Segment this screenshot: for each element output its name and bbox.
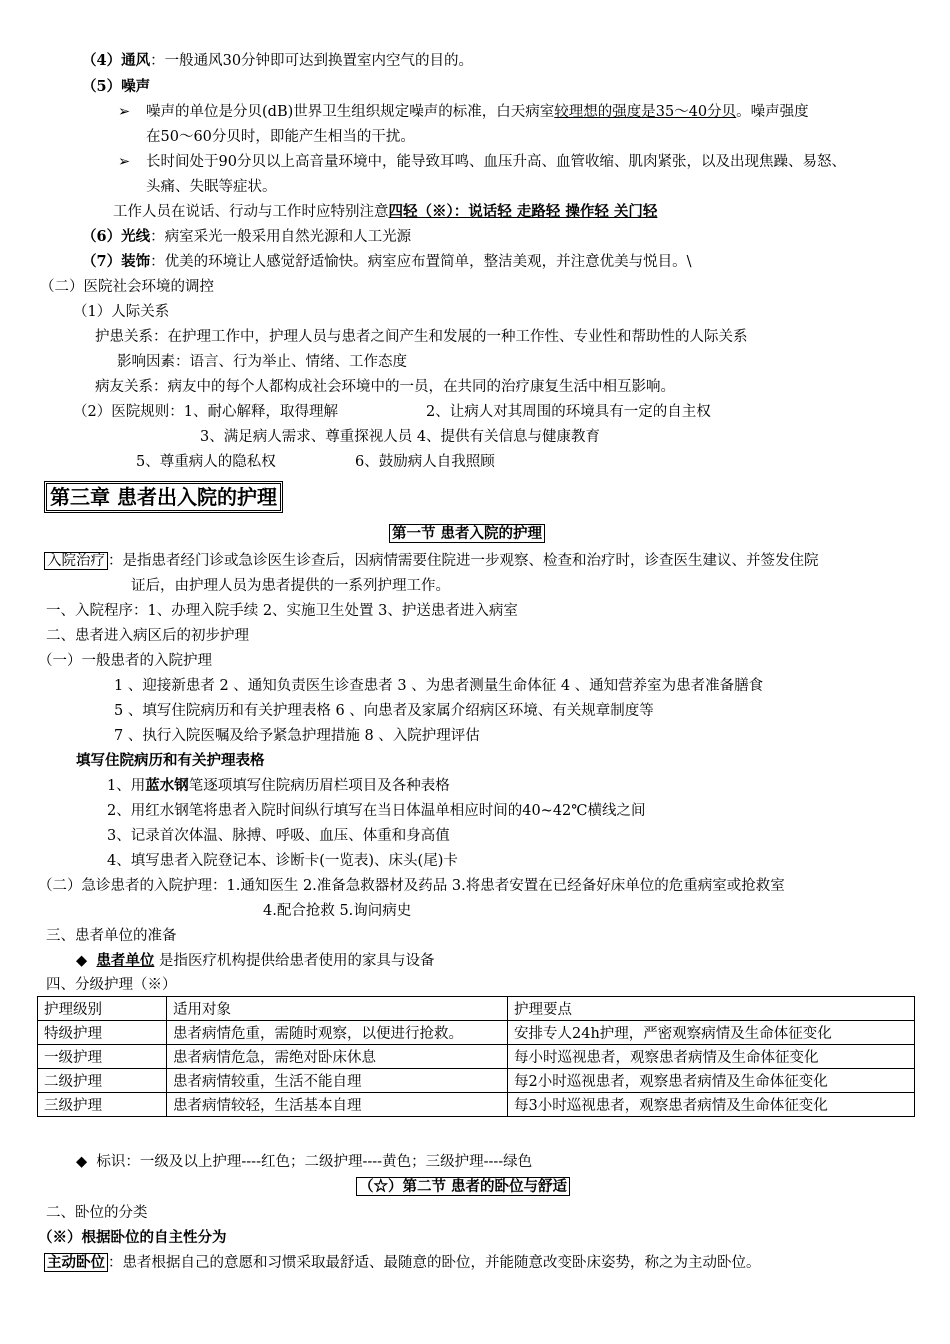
rules-line-2: 3、满足病人需求、尊重探视人员 4、提供有关信息与健康教育 bbox=[200, 429, 601, 445]
diamond-bullet-icon: ◆ bbox=[76, 1154, 88, 1170]
noise-para-1-cont: 在50～60分贝时，即能产生相当的干扰。 bbox=[146, 129, 415, 145]
lighting-line: （6）光线：病室采光一般采用自然光源和人工光源 bbox=[82, 228, 412, 245]
forms-heading: 填写住院病历和有关护理表格 bbox=[76, 752, 265, 769]
social-env-heading: （二）医院社会环境的调控 bbox=[40, 279, 214, 295]
rules-line-1b: 2、让病人对其周围的环境具有一定的自主权 bbox=[426, 404, 711, 420]
arrow-bullet-icon: ➢ bbox=[118, 154, 131, 170]
autonomy-heading: （※）根据卧位的自主性分为 bbox=[38, 1229, 227, 1246]
table-cell: 安排专人24h护理，严密观察病情及生命体征变化 bbox=[508, 1021, 915, 1045]
table-cell: 患者病情较重，生活不能自理 bbox=[167, 1069, 508, 1093]
table-cell: 特级护理 bbox=[38, 1021, 167, 1045]
forms-step-1: 1、用蓝水钢笔逐项填写住院病历眉栏项目及各种表格 bbox=[107, 777, 450, 794]
grading-heading: 四、分级护理（※） bbox=[46, 977, 177, 993]
patient-unit-definition: ◆ 患者单位 是指医疗机构提供给患者使用的家具与设备 bbox=[76, 952, 435, 969]
emergency-admission-cont: 4.配合抢救 5.询问病史 bbox=[263, 903, 412, 919]
table-cell: 三级护理 bbox=[38, 1093, 167, 1117]
relations-heading: （1）人际关系 bbox=[73, 304, 170, 320]
table-header: 适用对象 bbox=[167, 997, 508, 1021]
initial-care-heading: 二、患者进入病区后的初步护理 bbox=[46, 628, 249, 644]
nursing-grade-table bbox=[37, 996, 915, 1117]
table-header: 护理级别 bbox=[38, 997, 167, 1021]
unit-prep-heading: 三、患者单位的准备 bbox=[46, 928, 177, 944]
noise-para-1: 噪声的单位是分贝(dB)世界卫生组织规定噪声的标准，白天病室较理想的强度是35～40分贝。噪声强度 bbox=[146, 104, 809, 120]
table-cell: 患者病情危重，需随时观察，以便进行抢救。 bbox=[167, 1021, 508, 1045]
section-2-title: （☆）第二节 患者的卧位与舒适 bbox=[356, 1177, 570, 1197]
forms-step-3: 3、记录首次体温、脉搏、呼吸、血压、体重和身高值 bbox=[107, 828, 450, 844]
general-steps-2: 5 、填写住院病历和有关护理表格 6 、向患者及家属介绍病区环境、有关规章制度等 bbox=[114, 703, 654, 719]
four-quiet-line: 工作人员在说话、行动与工作时应特别注意四轻（※）：说话轻 走路轻 操作轻 关门轻 bbox=[113, 203, 658, 220]
active-position-definition: 主动卧位 ：患者根据自己的意愿和习惯采取最舒适、最随意的卧位，并能随意改变卧床姿势，称之为主动卧位。 bbox=[44, 1253, 761, 1273]
chapter-title: 第三章 患者出入院的护理 bbox=[44, 484, 283, 510]
ventilation-line: （4）通风：一般通风30分钟即可达到换置室内空气的目的。 bbox=[82, 52, 474, 69]
table-cell: 每2小时巡视患者，观察患者病情及生命体征变化 bbox=[508, 1069, 915, 1093]
nurse-patient-relation: 护患关系：在护理工作中，护理人员与患者之间产生和发展的一种工作性、专业性和帮助性的人际关系 bbox=[95, 329, 748, 345]
admission-procedure: 一、入院程序：1、办理入院手续 2、实施卫生处置 3、护送患者进入病室 bbox=[46, 603, 518, 619]
diamond-bullet-icon: ◆ bbox=[76, 953, 88, 969]
table-header-row bbox=[38, 997, 915, 1021]
admission-definition-cont: 证后，由护理人员为患者提供的一系列护理工作。 bbox=[131, 578, 450, 594]
noise-para-2: 长时间处于90分贝以上高音量环境中，能导致耳鸣、血压升高、血管收缩、肌肉紧张，以及出现焦躁、易怒、 bbox=[146, 154, 846, 170]
forms-step-4: 4、填写患者入院登记本、诊断卡(一览表)、床头(尾)卡 bbox=[107, 853, 458, 869]
rules-line-1a: （2）医院规则：1、耐心解释，取得理解 bbox=[73, 404, 338, 420]
forms-step-2: 2、用红水钢笔将患者入院时间纵行填写在当日体温单相应时间的40~42℃横线之间 bbox=[107, 803, 646, 819]
general-patient-heading: （一）一般患者的入院护理 bbox=[38, 653, 212, 669]
arrow-bullet-icon: ➢ bbox=[118, 104, 131, 120]
table-cell: 每小时巡视患者，观察患者病情及生命体征变化 bbox=[508, 1045, 915, 1069]
table-cell: 患者病情危急，需绝对卧床休息 bbox=[167, 1045, 508, 1069]
noise-para-2-cont: 头痛、失眠等症状。 bbox=[146, 179, 277, 195]
position-classes-heading: 二、卧位的分类 bbox=[46, 1205, 148, 1221]
admission-definition: 入院治疗 ：是指患者经门诊或急诊医生诊查后，因病情需要住院进一步观察、检查和治疗时，诊查医生建议、并签发住院 bbox=[44, 551, 819, 571]
section-1-title: 第一节 患者入院的护理 bbox=[389, 524, 545, 544]
table-row bbox=[38, 1093, 915, 1117]
emergency-admission: （二）急诊患者的入院护理：1.通知医生 2.准备急救器材及药品 3.将患者安置在已经备好床单位的危重病室或抢救室 bbox=[38, 878, 785, 894]
decoration-line: （7）装饰：优美的环境让人感觉舒适愉快。病室应布置简单，整洁美观，并注意优美与悦目。\ bbox=[82, 253, 692, 270]
table-cell: 每3小时巡视患者，观察患者病情及生命体征变化 bbox=[508, 1093, 915, 1117]
table-cell: 一级护理 bbox=[38, 1045, 167, 1069]
table-row bbox=[38, 1021, 915, 1045]
rules-line-3b: 6、鼓励病人自我照顾 bbox=[355, 454, 495, 470]
patient-relation: 病友关系：病友中的每个人都构成社会环境中的一员，在共同的治疗康复生活中相互影响。 bbox=[95, 379, 675, 395]
general-steps-1: 1 、迎接新患者 2 、通知负责医生诊查患者 3 、为患者测量生命体征 4 、通知营养室为患者准备膳食 bbox=[114, 678, 764, 694]
noise-heading: （5）噪声 bbox=[82, 78, 151, 95]
color-label-line: ◆ 标识：一级及以上护理----红色；二级护理----黄色；三级护理----绿色 bbox=[76, 1154, 533, 1170]
rules-line-3a: 5、尊重病人的隐私权 bbox=[136, 454, 276, 470]
table-row bbox=[38, 1069, 915, 1093]
table-row bbox=[38, 1045, 915, 1069]
general-steps-3: 7 、执行入院医嘱及给予紧急护理措施 8 、入院护理评估 bbox=[114, 728, 480, 744]
table-cell: 二级护理 bbox=[38, 1069, 167, 1093]
table-header: 护理要点 bbox=[508, 997, 915, 1021]
table-cell: 患者病情较轻，生活基本自理 bbox=[167, 1093, 508, 1117]
influence-factors: 影响因素：语言、行为举止、情绪、工作态度 bbox=[117, 354, 407, 370]
